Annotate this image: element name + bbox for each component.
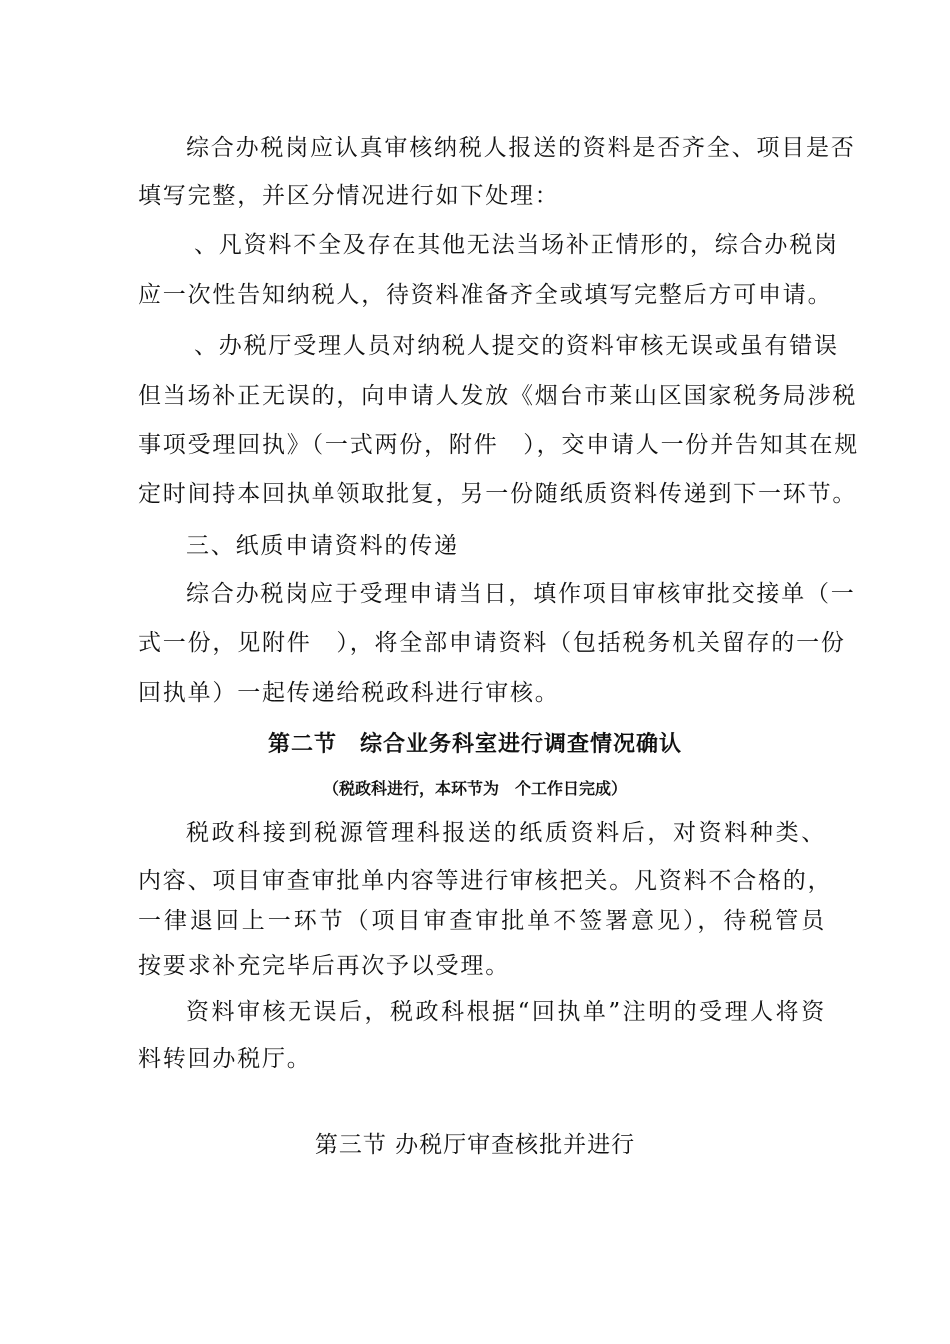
section-2-title: 第二节 综合业务科室进行调查情况确认 — [267, 732, 682, 757]
paragraph-3-line-1: 、办税厅受理人员对纳税人提交的资料审核无误或虽有错误 — [194, 333, 839, 359]
section-2-subtitle: （税政科进行，本环节为 个工作日完成） — [322, 779, 627, 798]
paragraph-1-line-1: 综合办税岗应认真审核纳税人报送的资料是否齐全、项目是否 — [186, 135, 856, 161]
paragraph-2-line-2: 应一次性告知纳税人，待资料准备齐全或填写完整后方可申请。 — [138, 282, 833, 308]
paragraph-5-line-4: 按要求补充完毕后再次予以受理。 — [138, 953, 510, 979]
paragraph-3-line-2: 但当场补正无误的，向申请人发放《烟台市莱山区国家税务局涉税 — [138, 383, 858, 409]
paragraph-5-line-2: 内容、项目审查审批单内容等进行审核把关。凡资料不合格的， — [138, 868, 833, 894]
heading-three: 三、纸质申请资料的传递 — [186, 533, 459, 559]
paragraph-5-line-3: 一律退回上一环节（项目审查审批单不签署意见），待税管员 — [138, 908, 826, 934]
paragraph-4-line-3: 回执单）一起传递给税政科进行审核。 — [138, 680, 560, 706]
paragraph-6-line-1: 资料审核无误后，税政科根据“回执单”注明的受理人将资 — [186, 999, 826, 1025]
paragraph-6-line-2: 料转回办税厅。 — [138, 1046, 312, 1072]
paragraph-4-line-1: 综合办税岗应于受理申请当日，填作项目审核审批交接单（一 — [186, 581, 856, 607]
paragraph-3-line-3: 事项受理回执》（一式两份，附件 ），交申请人一份并告知其在规 — [138, 432, 859, 458]
section-3-title: 第三节 办税厅审查核批并进行 — [314, 1132, 636, 1158]
paragraph-5-line-1: 税政科接到税源管理科报送的纸质资料后，对资料种类、 — [186, 820, 826, 846]
paragraph-4-line-2: 式一份，见附件 ），将全部申请资料（包括税务机关留存的一份 — [138, 630, 846, 656]
paragraph-1-line-2: 填写完整，并区分情况进行如下处理： — [138, 183, 560, 209]
paragraph-3-line-4: 定时间持本回执单领取批复，另一份随纸质资料传递到下一环节。 — [138, 481, 858, 507]
paragraph-2-line-1: 、凡资料不全及存在其他无法当场补正情形的，综合办税岗 — [194, 232, 839, 258]
